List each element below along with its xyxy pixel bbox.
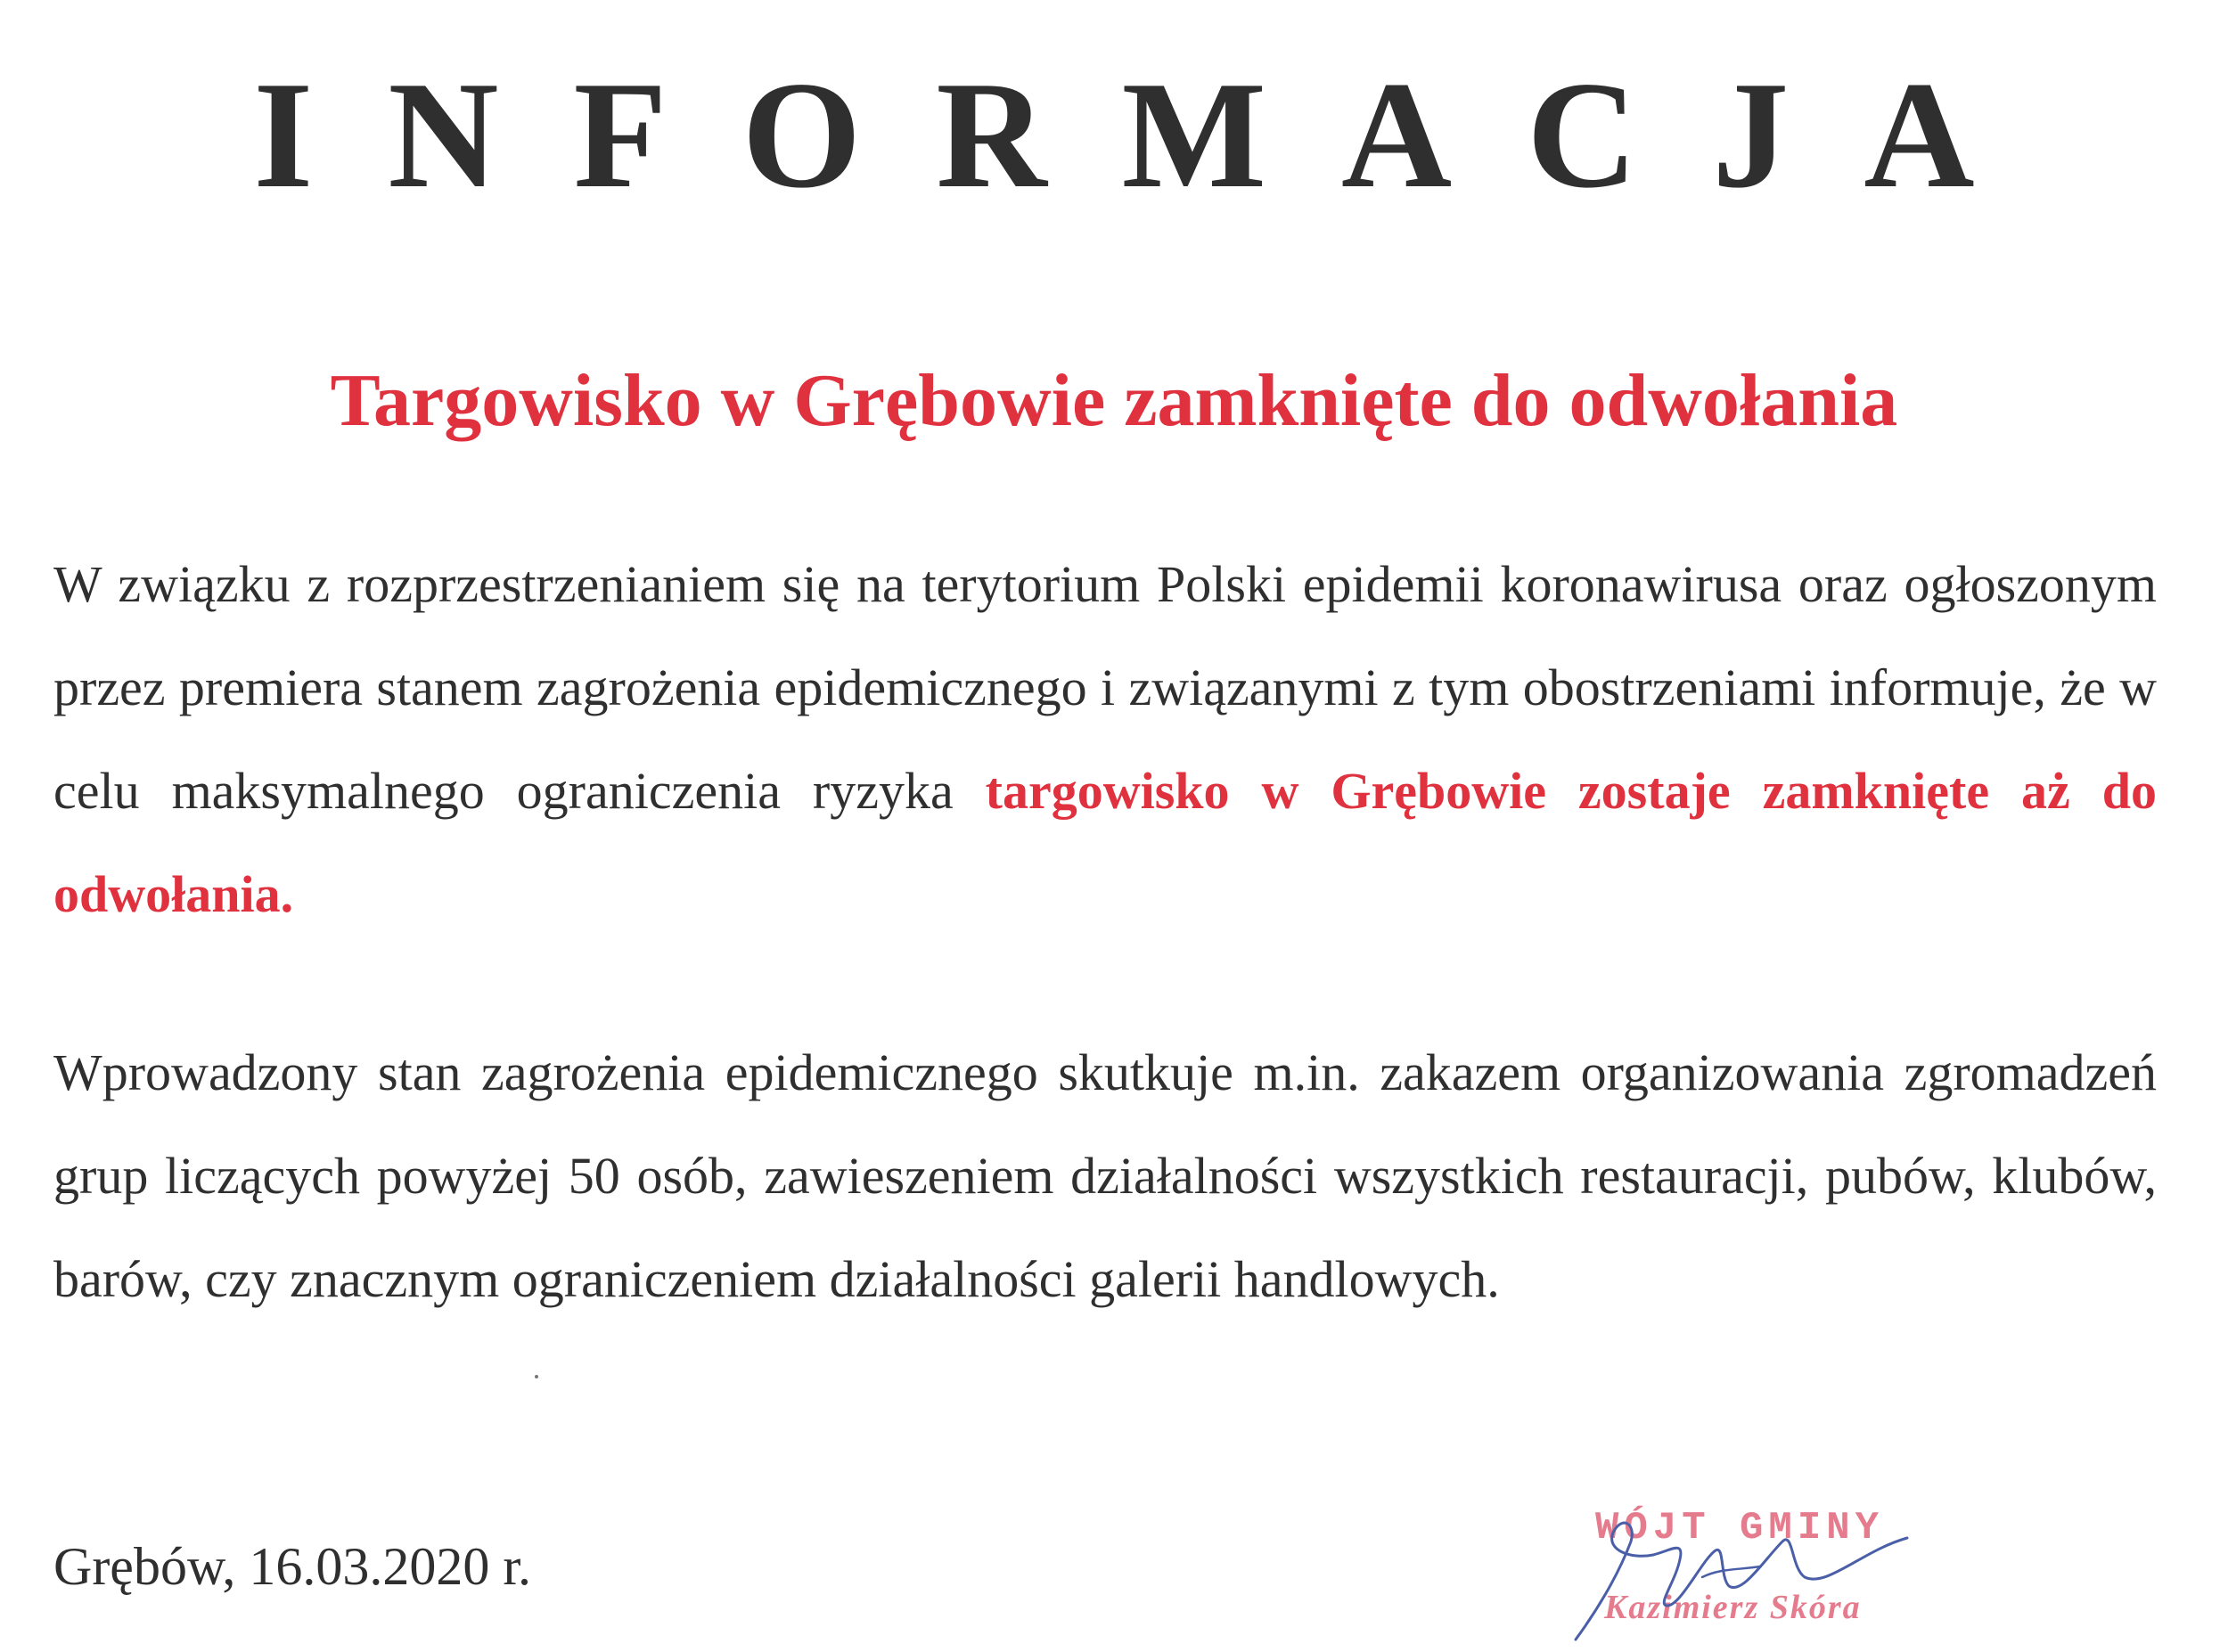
- document-subheading: Targowisko w Grębowie zamknięte do odwołania: [330, 359, 1898, 442]
- paragraph-announcement-highlight: targowisko w Grębowie zostaje zamknięte aż do odwołania.: [53, 762, 2158, 923]
- paragraph-announcement: [53, 533, 2157, 946]
- scan-speck: [535, 1375, 538, 1378]
- paragraph-restrictions: Wprowadzony stan zagrożenia epidemicznego skutkuje m.in. zakazem organizowania zgromadzeń grup liczących powyżej 50 osób, zawieszeniem działalności wszystkich restauracji, pubów, klubów, barów, czy znacznym ograniczeniem działalności galerii handlowych.: [53, 1043, 2157, 1308]
- document-heading: INFORMACJA: [253, 51, 2050, 220]
- stamp-name: Kazimierz Skóra: [1604, 1589, 1862, 1626]
- paragraph-announcement-text: W związku z rozprzestrzenianiem się na terytorium Polski epidemii koronawirusa oraz ogłoszonym przez premiera stanem zagrożenia epidemicznego i związanymi z tym obostrzeniami informuje, że w celu maksymalnego ograniczenia ryzyka: [53, 555, 2157, 820]
- official-stamp: [1569, 1506, 1943, 1648]
- handwritten-signature: [1569, 1506, 1943, 1648]
- stamp-title: WÓJT GMINY: [1595, 1506, 1885, 1550]
- place-and-date: Grębów, 16.03.2020 r.: [53, 1537, 532, 1596]
